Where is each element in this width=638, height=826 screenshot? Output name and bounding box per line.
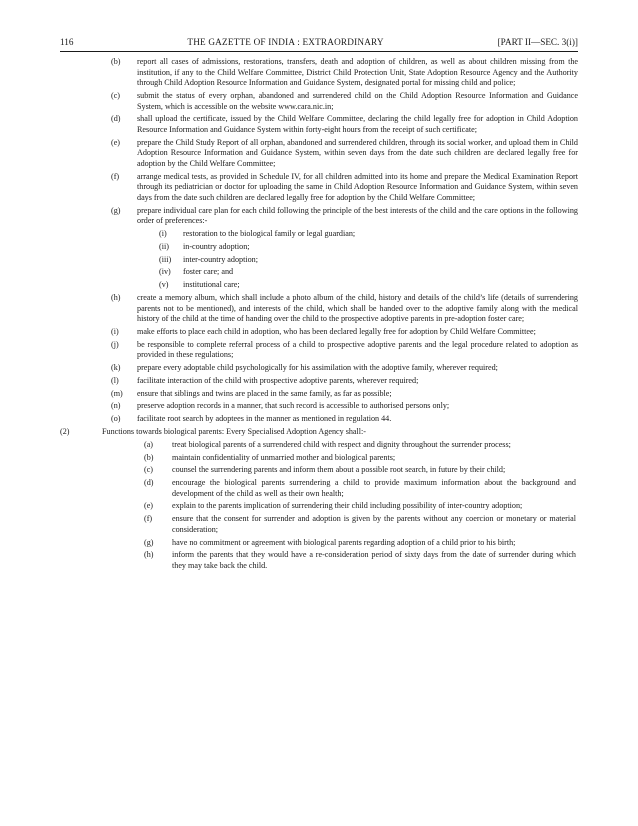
- clause-label: (i): [159, 229, 167, 239]
- clause: [60, 401, 578, 412]
- clause-label: (f): [144, 514, 153, 524]
- clause-label: (e): [144, 501, 154, 511]
- section-2-heading: [60, 427, 578, 438]
- clause-text: inter-country adoption;: [183, 254, 258, 264]
- clause-text: institutional care;: [183, 280, 240, 290]
- clause: [60, 453, 578, 464]
- clause-label: (i): [111, 326, 119, 336]
- clause-label: (b): [144, 452, 154, 462]
- sub-clause: [60, 280, 578, 291]
- clause-text: report all cases of admissions, restorations, transfers, death and adoption of children, as well as about children missing from the institution, if any to the Child Welfare Committee, District Child Protection Unit, State Adoption Resource Agency and the Authority through Child Adoption Resource Information and Guidance System, designated portal for missing child and police;: [137, 57, 578, 88]
- clause-label: (a): [144, 439, 154, 449]
- clause: [60, 327, 578, 338]
- sub-clause: [60, 229, 578, 240]
- clause: [60, 114, 578, 135]
- part-section: [PART II—SEC. 3(i)]: [497, 37, 578, 47]
- clause-text: be responsible to complete referral process of a child to prospective adoptive parents and the legal procedure related to adoption as provided in these regulations;: [137, 339, 578, 360]
- section-label: (2): [60, 426, 70, 436]
- clause-list: [60, 57, 578, 425]
- clause-label: (h): [111, 292, 121, 302]
- page-number: 116: [60, 37, 74, 47]
- clause-label: (g): [144, 537, 154, 547]
- sub-clause: [60, 255, 578, 266]
- clause-label: (l): [111, 375, 119, 385]
- clause-label: (c): [144, 465, 154, 475]
- clause-text: preserve adoption records in a manner, that such record is accessible to authorised persons only;: [137, 401, 450, 411]
- clause-label: (f): [111, 171, 120, 181]
- clause-text: maintain confidentiality of unmarried mother and biological parents;: [172, 452, 396, 462]
- clause: [60, 57, 578, 89]
- clause: [60, 478, 578, 499]
- clause-text: prepare every adoptable child psychologically for his assimilation with the adoptive family, wherever required;: [137, 363, 498, 373]
- clause-label: (g): [111, 205, 121, 215]
- clause-text: facilitate root search by adoptees in the manner as mentioned in regulation 44.: [137, 414, 392, 424]
- clause: [60, 550, 578, 571]
- page-header: [60, 36, 578, 52]
- clause-label: (d): [111, 114, 121, 124]
- clause-text: counsel the surrendering parents and inform them about a possible root search, in future by their child;: [172, 465, 506, 475]
- gazette-title: THE GAZETTE OF INDIA : EXTRAORDINARY: [187, 37, 384, 47]
- clause-text: ensure that the consent for surrender and adoption is given by the parents without any coercion or monetary or material consideration;: [172, 514, 576, 534]
- clause-label: (c): [111, 90, 121, 100]
- clause: [60, 440, 578, 451]
- clause-text: submit the status of every orphan, abandoned and surrendered child on the Child Adoption Resource Information and Guidance System, which is accessible on the website www.cara.nic.in;: [137, 90, 578, 111]
- clause-text: create a memory album, which shall include a photo album of the child, history and details of the child’s life (details of surrendering parents not to be mentioned), and interests of the child, which shall be handed over to the adoptive family along with the medical history of the child at the time of handing over the child to the prospective adoptive parents in pre-adoption foster care;: [137, 292, 578, 324]
- section-text: Functions towards biological parents: Every Specialised Adoption Agency shall:-: [102, 426, 367, 436]
- clause-text: treat biological parents of a surrendered child with respect and dignity throughout the surrender process;: [172, 439, 511, 449]
- clause: [60, 363, 578, 374]
- clause-text: foster care; and: [183, 267, 234, 277]
- clause-label: (b): [111, 57, 121, 66]
- clause: [60, 91, 578, 112]
- clause-label: (iv): [159, 267, 171, 277]
- clause-text: inform the parents that they would have a re-consideration period of sixty days from the date of surrender during which they may take back the child.: [172, 550, 576, 570]
- clause: [60, 376, 578, 387]
- clause: [60, 389, 578, 400]
- clause-text: have no commitment or agreement with biological parents regarding adoption of a child prior to his birth;: [172, 537, 516, 547]
- clause-label: (d): [144, 478, 154, 488]
- sub-clause: [60, 242, 578, 253]
- clause-label: (ii): [159, 241, 169, 251]
- clause: [60, 514, 578, 535]
- clause-label: (e): [111, 137, 121, 147]
- clause-label: (j): [111, 339, 119, 349]
- clause-label: (iii): [159, 254, 172, 264]
- clause-text: restoration to the biological family or legal guardian;: [183, 229, 356, 239]
- clause: [60, 293, 578, 325]
- clause-text: make efforts to place each child in adoption, who has been declared legally free for adoption by Child Welfare Committee;: [137, 326, 536, 336]
- clause-label: (v): [159, 280, 169, 290]
- clause: [60, 465, 578, 476]
- clause-label: (m): [111, 388, 123, 398]
- clause-text: shall upload the certificate, issued by the Child Welfare Committee, declaring the child legally free for adoption in Child Adoption Resource Information and Guidance System within forty-eight hours from the receipt of such certificate;: [137, 114, 578, 134]
- clause: [60, 138, 578, 170]
- clause-text: prepare individual care plan for each child following the principle of the best interests of the child and the care options in the following order of preferences:-: [137, 205, 578, 226]
- clause: [60, 414, 578, 425]
- clause-text: encourage the biological parents surrendering a child to provide maximum information about the background and development of the child as well as their own health;: [172, 478, 576, 498]
- clause: [60, 206, 578, 227]
- clause-label: (k): [111, 363, 121, 373]
- clause-text: facilitate interaction of the child with prospective adoptive parents, wherever required;: [137, 375, 419, 385]
- clause-label: (h): [144, 550, 154, 560]
- section-2-clause-list: [60, 440, 578, 572]
- clause-label: (n): [111, 401, 121, 411]
- clause-text: ensure that siblings and twins are placed in the same family, as far as possible;: [137, 388, 392, 398]
- clause: [60, 538, 578, 549]
- clause-text: arrange medical tests, as provided in Schedule IV, for all children admitted into its home and prepare the Medical Examination Report through its pediatrician or doctor for uploading the same in Child Adoption Resource Information and Guidance System, within seven days from the date such children are declared legally free for adoption by the Child Welfare Committee;: [137, 171, 578, 202]
- clause-label: (o): [111, 414, 121, 424]
- clause: [60, 340, 578, 361]
- clause-text: in-country adoption;: [183, 241, 250, 251]
- sub-clause: [60, 267, 578, 278]
- clause: [60, 501, 578, 512]
- clause-text: prepare the Child Study Report of all orphan, abandoned and surrendered children, through its social worker, and upload them in Child Adoption Resource Information and Guidance System, within seven days from the date such children are declared legally free for adoption by the Child Welfare Committee;: [137, 137, 578, 168]
- clause: [60, 172, 578, 204]
- clause-text: explain to the parents implication of surrendering their child including possibility of inter-country adoption;: [172, 501, 523, 511]
